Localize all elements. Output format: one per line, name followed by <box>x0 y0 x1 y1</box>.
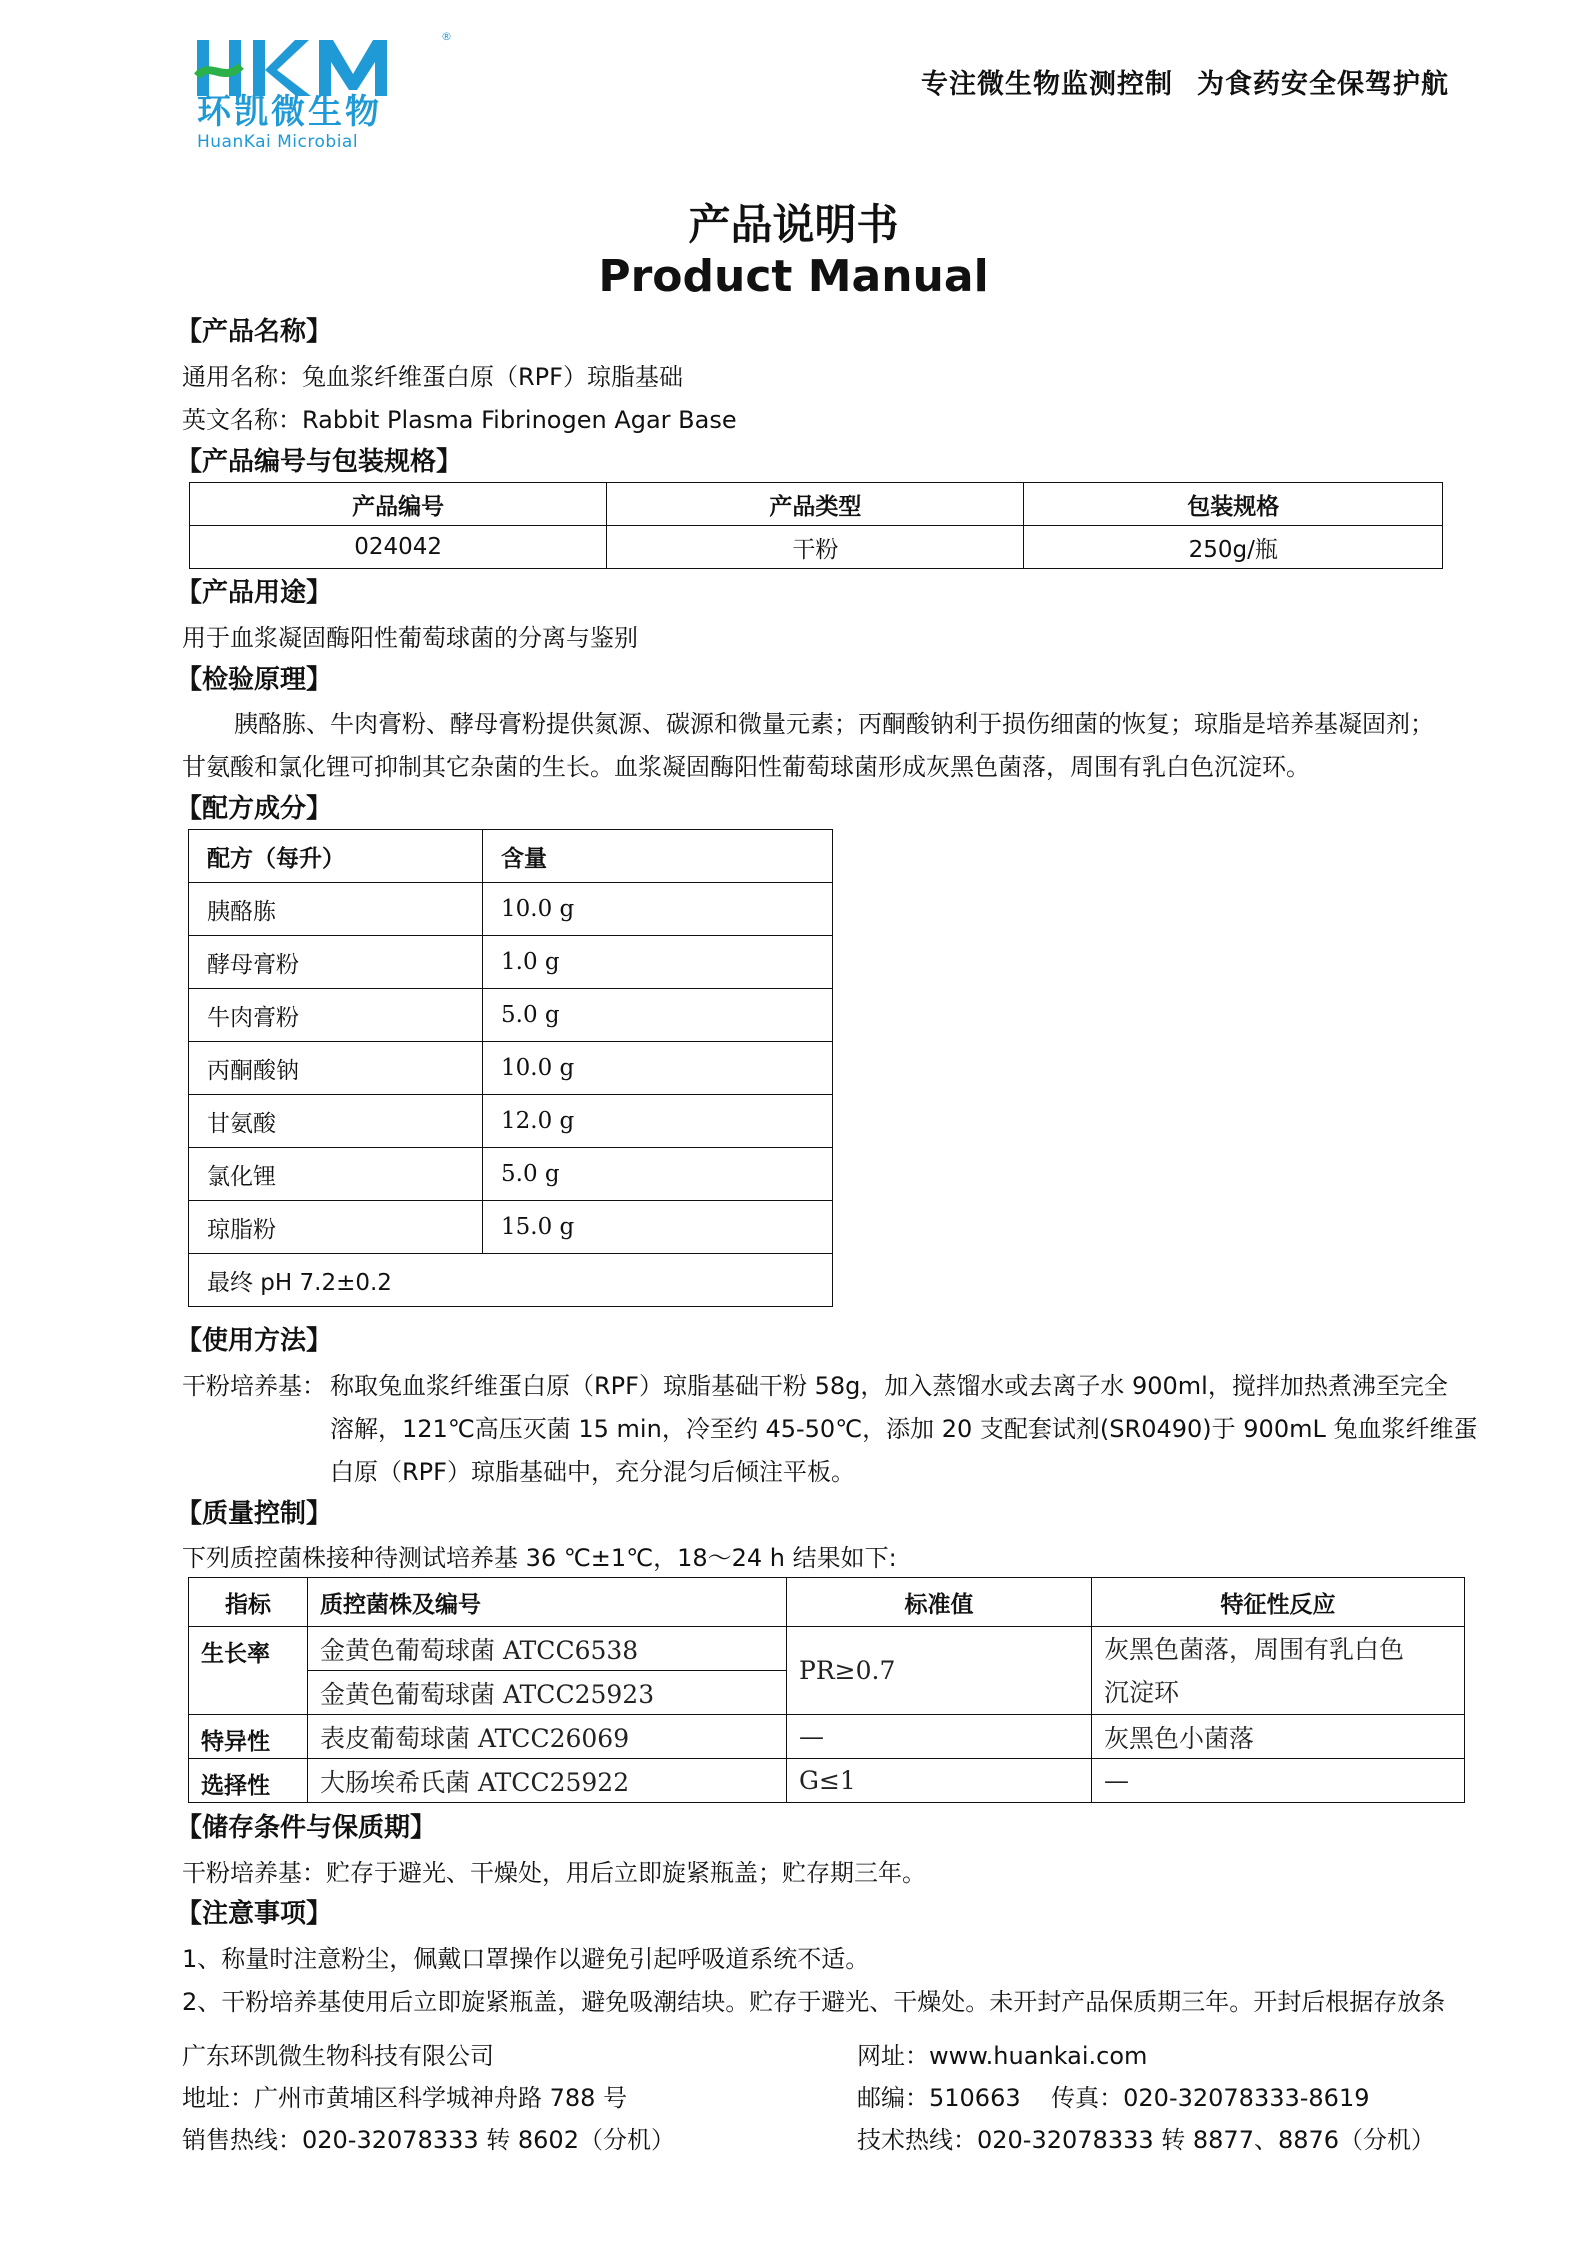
ingredient-amount: 15.0 g <box>483 1201 833 1254</box>
qc-specific-standard: — <box>787 1715 1092 1759</box>
packaging-col-spec: 包装规格 <box>1024 483 1443 526</box>
packaging-col-code: 产品编号 <box>190 483 607 526</box>
note-item-2: 2、干粉培养基使用后立即旋紧瓶盖，避免吸潮结块。贮存于避光、干燥处。未开封产品保质期三年。开封后根据存放条 <box>182 1988 1446 2016</box>
method-line-1: 称取兔血浆纤维蛋白原（RPF）琼脂基础干粉 58g，加入蒸馏水或去离子水 900ml，搅拌加热煮沸至完全 <box>330 1372 1448 1400</box>
logo-english-name: HuanKai Microbial <box>197 132 359 152</box>
table-row <box>189 883 833 936</box>
english-name: 英文名称：Rabbit Plasma Fibrinogen Agar Base <box>182 406 737 434</box>
qc-col-standard: 标准值 <box>787 1578 1092 1627</box>
method-line-2: 溶解，121℃高压灭菌 15 min，冷至约 45-50℃，添加 20 支配套试剂(SR0490)于 900mL 兔血浆纤维蛋 <box>330 1415 1478 1443</box>
ingredient-amount: 5.0 g <box>483 989 833 1042</box>
qc-specific-strain: 表皮葡萄球菌 ATCC26069 <box>308 1715 787 1759</box>
section-heading-method: 【使用方法】 <box>176 1326 333 1356</box>
table-row <box>189 1095 833 1148</box>
title-english: Product Manual <box>598 251 989 302</box>
qc-selective-strain: 大肠埃希氏菌 ATCC25922 <box>308 1759 787 1803</box>
packaging-spec: 250g/瓶 <box>1024 526 1443 569</box>
ingredient-name: 酵母膏粉 <box>189 936 483 989</box>
principle-line-2: 甘氨酸和氯化锂可抑制其它杂菌的生长。血浆凝固酶阳性葡萄球菌形成灰黑色菌落，周围有乳白色沉淀环。 <box>182 753 1310 781</box>
footer-postcode-fax: 邮编：510663 传真：020-32078333-8619 <box>857 2084 1370 2112</box>
qc-specific-label: 特异性 <box>189 1715 308 1759</box>
ingredient-amount: 12.0 g <box>483 1095 833 1148</box>
common-name: 通用名称：兔血浆纤维蛋白原（RPF）琼脂基础 <box>182 363 683 391</box>
qc-growth-label: 生长率 <box>189 1627 308 1715</box>
ingredient-name: 牛肉膏粉 <box>189 989 483 1042</box>
ingredient-name: 氯化锂 <box>189 1148 483 1201</box>
method-label: 干粉培养基： <box>182 1372 326 1400</box>
ingredient-name: 丙酮酸钠 <box>189 1042 483 1095</box>
table-row <box>189 1201 833 1254</box>
note-item-1: 1、称量时注意粉尘，佩戴口罩操作以避免引起呼吸道系统不适。 <box>182 1945 870 1973</box>
packaging-table <box>189 482 1443 569</box>
formula-table <box>188 829 833 1307</box>
logo-chinese-name: 环凯微生物 <box>197 92 382 132</box>
final-ph: 最终 pH 7.2±0.2 <box>189 1254 833 1307</box>
table-row <box>189 936 833 989</box>
usage-text: 用于血浆凝固酶阳性葡萄球菌的分离与鉴别 <box>182 624 638 652</box>
qc-specific-reaction: 灰黑色小菌落 <box>1092 1715 1465 1759</box>
footer-website: 网址：www.huankai.com <box>857 2042 1148 2070</box>
qc-selective-label: 选择性 <box>189 1759 308 1803</box>
qc-growth-standard: PR≥0.7 <box>787 1627 1092 1715</box>
qc-col-strain: 质控菌株及编号 <box>308 1578 787 1627</box>
company-logo <box>193 30 453 152</box>
packaging-code: 024042 <box>190 526 607 569</box>
method-line-3: 白原（RPF）琼脂基础中，充分混匀后倾注平板。 <box>330 1458 855 1486</box>
section-heading-formula: 【配方成分】 <box>176 794 333 824</box>
qc-growth-strain-1: 金黄色葡萄球菌 ATCC6538 <box>308 1627 787 1671</box>
section-heading-notes: 【注意事项】 <box>176 1899 333 1929</box>
footer-address: 地址：广州市黄埔区科学城神舟路 788 号 <box>182 2084 628 2112</box>
section-heading-storage: 【储存条件与保质期】 <box>176 1813 437 1843</box>
slogan-right: 为食药安全保驾护航 <box>1197 69 1449 100</box>
section-heading-principle: 【检验原理】 <box>176 665 333 695</box>
ingredient-name: 胰酪胨 <box>189 883 483 936</box>
table-row <box>189 989 833 1042</box>
footer-tech-hotline: 技术热线：020-32078333 转 8877、8876（分机） <box>857 2126 1436 2154</box>
section-heading-qc: 【质量控制】 <box>176 1499 333 1529</box>
qc-growth-reaction <box>1092 1627 1465 1715</box>
qc-col-reaction: 特征性反应 <box>1092 1578 1465 1627</box>
ingredient-name: 琼脂粉 <box>189 1201 483 1254</box>
qc-growth-reaction-line-2: 沉淀环 <box>1104 1677 1180 1707</box>
ingredient-amount: 1.0 g <box>483 936 833 989</box>
formula-col-amount: 含量 <box>483 830 833 883</box>
table-row <box>189 1042 833 1095</box>
formula-col-name: 配方（每升） <box>189 830 483 883</box>
ingredient-amount: 10.0 g <box>483 1042 833 1095</box>
packaging-col-type: 产品类型 <box>607 483 1024 526</box>
section-heading-packaging: 【产品编号与包装规格】 <box>176 447 463 477</box>
title-chinese: 产品说明书 <box>688 200 899 249</box>
qc-selective-standard: G≤1 <box>787 1759 1092 1803</box>
slogan-left: 专注微生物监测控制 <box>921 69 1173 100</box>
qc-growth-strain-2: 金黄色葡萄球菌 ATCC25923 <box>308 1671 787 1715</box>
ingredient-amount: 10.0 g <box>483 883 833 936</box>
registered-mark: ® <box>441 30 452 43</box>
qc-table <box>188 1577 1465 1803</box>
ingredient-name: 甘氨酸 <box>189 1095 483 1148</box>
qc-selective-reaction: — <box>1092 1759 1465 1803</box>
header-slogan <box>921 62 1449 101</box>
section-heading-usage: 【产品用途】 <box>176 578 333 608</box>
section-heading-product-name: 【产品名称】 <box>176 317 333 347</box>
ingredient-amount: 5.0 g <box>483 1148 833 1201</box>
storage-text: 干粉培养基：贮存于避光、干燥处，用后立即旋紧瓶盖；贮存期三年。 <box>182 1859 926 1887</box>
packaging-type: 干粉 <box>607 526 1024 569</box>
qc-intro: 下列质控菌株接种待测试培养基 36 ℃±1℃，18～24 h 结果如下: <box>182 1544 897 1572</box>
qc-col-indicator: 指标 <box>189 1578 308 1627</box>
footer-company: 广东环凯微生物科技有限公司 <box>182 2042 494 2070</box>
table-row <box>189 1148 833 1201</box>
principle-line-1: 胰酪胨、牛肉膏粉、酵母膏粉提供氮源、碳源和微量元素；丙酮酸钠利于损伤细菌的恢复；琼脂是培养基凝固剂； <box>234 710 1434 738</box>
footer-sales-hotline: 销售热线：020-32078333 转 8602（分机） <box>182 2126 675 2154</box>
qc-growth-reaction-line-1: 灰黑色菌落，周围有乳白色 <box>1104 1634 1405 1664</box>
